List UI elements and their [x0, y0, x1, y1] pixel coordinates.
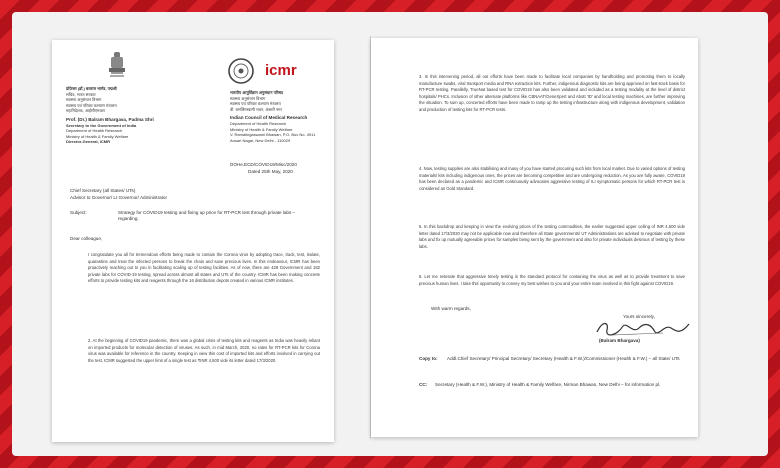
- recipient-2: Advisor to Governor/ Lt Governor/ Administrator: [70, 195, 168, 200]
- recipient: Chief Secretary (all States/ UTs): [70, 188, 136, 193]
- paragraph-5: 5. In this backdrop and keeping in view the evolving prices of the testing commodities, the earlier suggested upper ceiling of INR 4,500 vide letter dated 17/3/2020 may not be applicable now and therefore all State governments/ UT Administrations are advised to negotiate with private labs and fix up mutually agreeable prices for samples being sent by the government and also for private individuals desirous of testing by these labs.: [419, 224, 685, 249]
- copy-text: Addl.Chief Secretary/ Principal Secretary/ Secretary (Health & F.W.)/Commissioner (Health & F.W.) – all State/ UTs: [447, 356, 680, 361]
- cc-label: CC:: [419, 382, 428, 387]
- sender-name-hindi: प्रोफेसर (डॉ.) बलराम भार्गव, पद्मश्री: [66, 86, 117, 91]
- icmr-logo: [227, 56, 322, 86]
- org-addr-hindi: वी. रामलिंगस्वामी भवन, अंसारी नगर: [230, 106, 283, 112]
- signer-name: (Balram Bhargava): [599, 338, 640, 343]
- yours-sincerely: Yours sincerely,: [623, 314, 655, 319]
- organization-block: [230, 90, 315, 143]
- paragraph-6: 6. Let me reiterate that aggressive timely testing is the standard protocol for containing the virus as well as to provide treatment to save precious human lives. I take this opportunity to convey my best wishes to you and your entire team involved in this fight against COVID19.: [419, 274, 685, 286]
- letter-page-2: [371, 38, 698, 437]
- org-name: Indian Council of Medical Research: [230, 115, 308, 121]
- paragraph-1: I congratulate you all for tremendous efforts being made to contain the Corona virus by adopting trace, track, test, isolate, quarantine and treat the infected persons to break the chain and save precious lives. In this endeavour, ICMR has been proactively reaching out to you in facilitating scaling up of testing facilities. As of now, there are 428 Government and 182 private labs for COVID-19 testing, spread across almost all states and UTs of the country. ICMR has been making concrete efforts to provide testing kits and reagents through the 16 distribution depots created in various ICMR institutes.: [88, 252, 320, 284]
- subject-text: Strategy for COVID19 testing and fixing up price for RT-PCR test through private labs – regarding.: [118, 210, 296, 222]
- paragraph-2: 2. At the beginning of COVID19 pandemic, there was a global crisis of testing kits and reagents as India was heavily reliant on imported products for molecular detection of viruses. As such, in mid March, 2020, no rates for RT-PCR kits for Corona virus was available for reference in the country. Keeping in view this cost of imported kits and efforts involved in carrying out the test, ICMR suggested the upper limit of a single test as ₹INR 4,500 vide its letter dated 17/3/2020.: [88, 338, 320, 363]
- sender-role-2: Department of Health Research: [66, 128, 123, 134]
- sender-role-hindi-2: स्वास्थ्य अनुसंधान विभाग: [66, 97, 102, 103]
- org-name-hindi: भारतीय आयुर्विज्ञान अनुसंधान परिषद: [230, 90, 284, 95]
- copy-label: Copy to:: [419, 356, 438, 361]
- paragraph-4: 4. Now, testing supplies are also stabilising and many of you have started procuring such kits from local market. Due to varied options of testing materials/ kits including indigenous ones, the prices are becoming competitive and are undergoing reduction. As you are fully aware, COVID19 has been declared as a pandemic and ICMR continuously advocates aggressive testing of ILI symptomatic persons for which RT-PCR test is considered as Gold Standard.: [419, 166, 685, 191]
- sender-name: Prof. (Dr.) Balram Bhargava, Padma Shri: [66, 116, 154, 122]
- sender-block: [66, 86, 154, 145]
- do-number: DOHe.ECD/COVID19/Misc/2020: [230, 162, 297, 167]
- paragraph-3: 3. In this intervening period, all out efforts have been made to facilitate local companies by handholding and promoting them to locally manufacture swabs, viral transport media and RNA extraction kits. Further, indigenous diagnostic kits are being approved on fast-track basis for RT-PCR testing. Parallelly, TrueNat based test for COVID19 has also been validated and included as a testing modality at the level of district hospitals/ PHCs. Inclusion of other alternate platforms like CBNAAT/GeneXpert and Abott 'ID' and local testing machines, are further improving the situation. To sum up, concerted efforts have been made to ramp up the testing infrastructure along with indigenous development, validation and production of testing kits for RT-PCR tests.: [419, 74, 685, 112]
- org-address: V. Ramalingaswami Bhawan, P.O. Box No. 4911: [230, 132, 316, 138]
- cc-text: Secretary (Health & F.W.), Ministry of Health & Family Welfare, Nirman Bhawan, New Delhi – for information pl.: [435, 382, 661, 387]
- icmr-logo-text: icmr: [265, 62, 297, 79]
- sender-role-1: Secretary to the Government of India: [66, 122, 137, 128]
- letter-date: Dated 25th May, 2020: [248, 169, 293, 174]
- signature-icon: [593, 318, 693, 340]
- sender-role-4: Director-General, ICMR: [66, 139, 111, 145]
- subject-label: Subject:: [70, 210, 87, 215]
- letter-page-1: [52, 40, 334, 442]
- org-dept: Department of Health Research: [230, 120, 287, 126]
- sender-role-hindi-4: महानिदेशक, आईसीएमआर: [66, 108, 106, 114]
- salutation: Dear colleague,: [70, 236, 103, 241]
- sender-role-hindi-3: स्वास्थ्य एवं परिवार कल्याण मंत्रालय: [66, 102, 117, 108]
- org-city: Ansari Nagar, New Delhi - 110029: [230, 137, 291, 143]
- sender-role-3: Ministry of Health & Family Welfare: [66, 133, 129, 139]
- closing: With warm regards,: [431, 306, 471, 311]
- sender-role-hindi-1: सचिव, भारत सरकार: [66, 91, 96, 97]
- national-emblem-icon: [106, 50, 128, 80]
- org-dept-hindi: स्वास्थ्य अनुसंधान विभाग: [230, 95, 266, 101]
- org-ministry-hindi: स्वास्थ्य एवं परिवार कल्याण मंत्रालय: [230, 101, 281, 107]
- org-ministry: Ministry of Health & Family Welfare: [230, 126, 293, 132]
